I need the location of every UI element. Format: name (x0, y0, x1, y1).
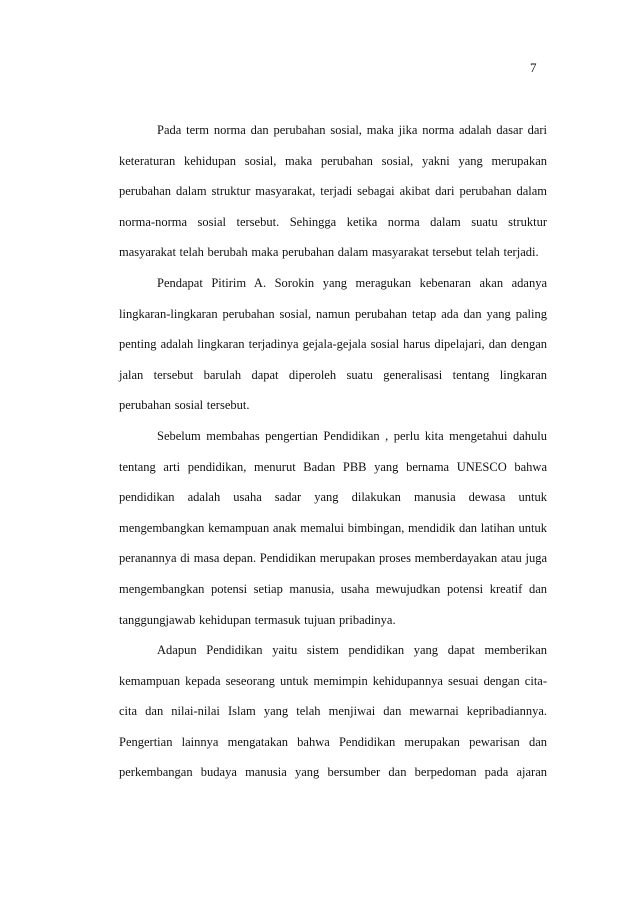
document-body (119, 115, 547, 788)
paragraph: Sebelum membahas pengertian Pendidikan , perlu kita mengetahui dahulu tentang arti pendidikan, menurut Badan PBB yang bernama UNESCO bahwa pendidikan adalah usaha sadar yang dilakukan manusia dewasa untuk mengembangkan kemampuan anak memalui bimbingan, mendidik dan latihan untuk peranannya di masa depan. Pendidikan merupakan proses memberdayakan atau juga mengembangkan potensi setiap manusia, usaha mewujudkan potensi kreatif dan tanggungjawab kehidupan termasuk tujuan pribadinya. (119, 428, 547, 627)
paragraph: Pada term norma dan perubahan sosial, maka jika norma adalah dasar dari keteraturan kehidupan sosial, maka perubahan sosial, yakni yang merupakan perubahan dalam struktur masyarakat, terjadi sebagai akibat dari perubahan dalam norma-norma sosial tersebut. Sehingga ketika norma dalam suatu struktur masyarakat telah berubah maka perubahan dalam masyarakat tersebut telah terjadi. (119, 123, 547, 260)
page-number: 7 (530, 60, 537, 75)
paragraph: Pendapat Pitirim A. Sorokin yang meragukan kebenaran akan adanya lingkaran-lingkaran perubahan sosial, namun perubahan tetap ada dan yang paling penting adalah lingkaran terjadinya gejala-gejala sosial harus dipelajari, dan dengan jalan tersebut barulah dapat diperoleh suatu generalisasi tentang lingkaran perubahan sosial tersebut. (119, 275, 547, 413)
paragraph: Adapun Pendidikan yaitu sistem pendidikan yang dapat memberikan kemampuan kepada seseorang untuk memimpin kehidupannya sesuai dengan cita-cita dan nilai-nilai Islam yang telah menjiwai dan mewarnai kepribadiannya. Pengertian lainnya mengatakan bahwa Pendidikan merupakan pewarisan dan perkembangan budaya manusia yang bersumber dan berpedoman pada ajaran (119, 643, 547, 780)
